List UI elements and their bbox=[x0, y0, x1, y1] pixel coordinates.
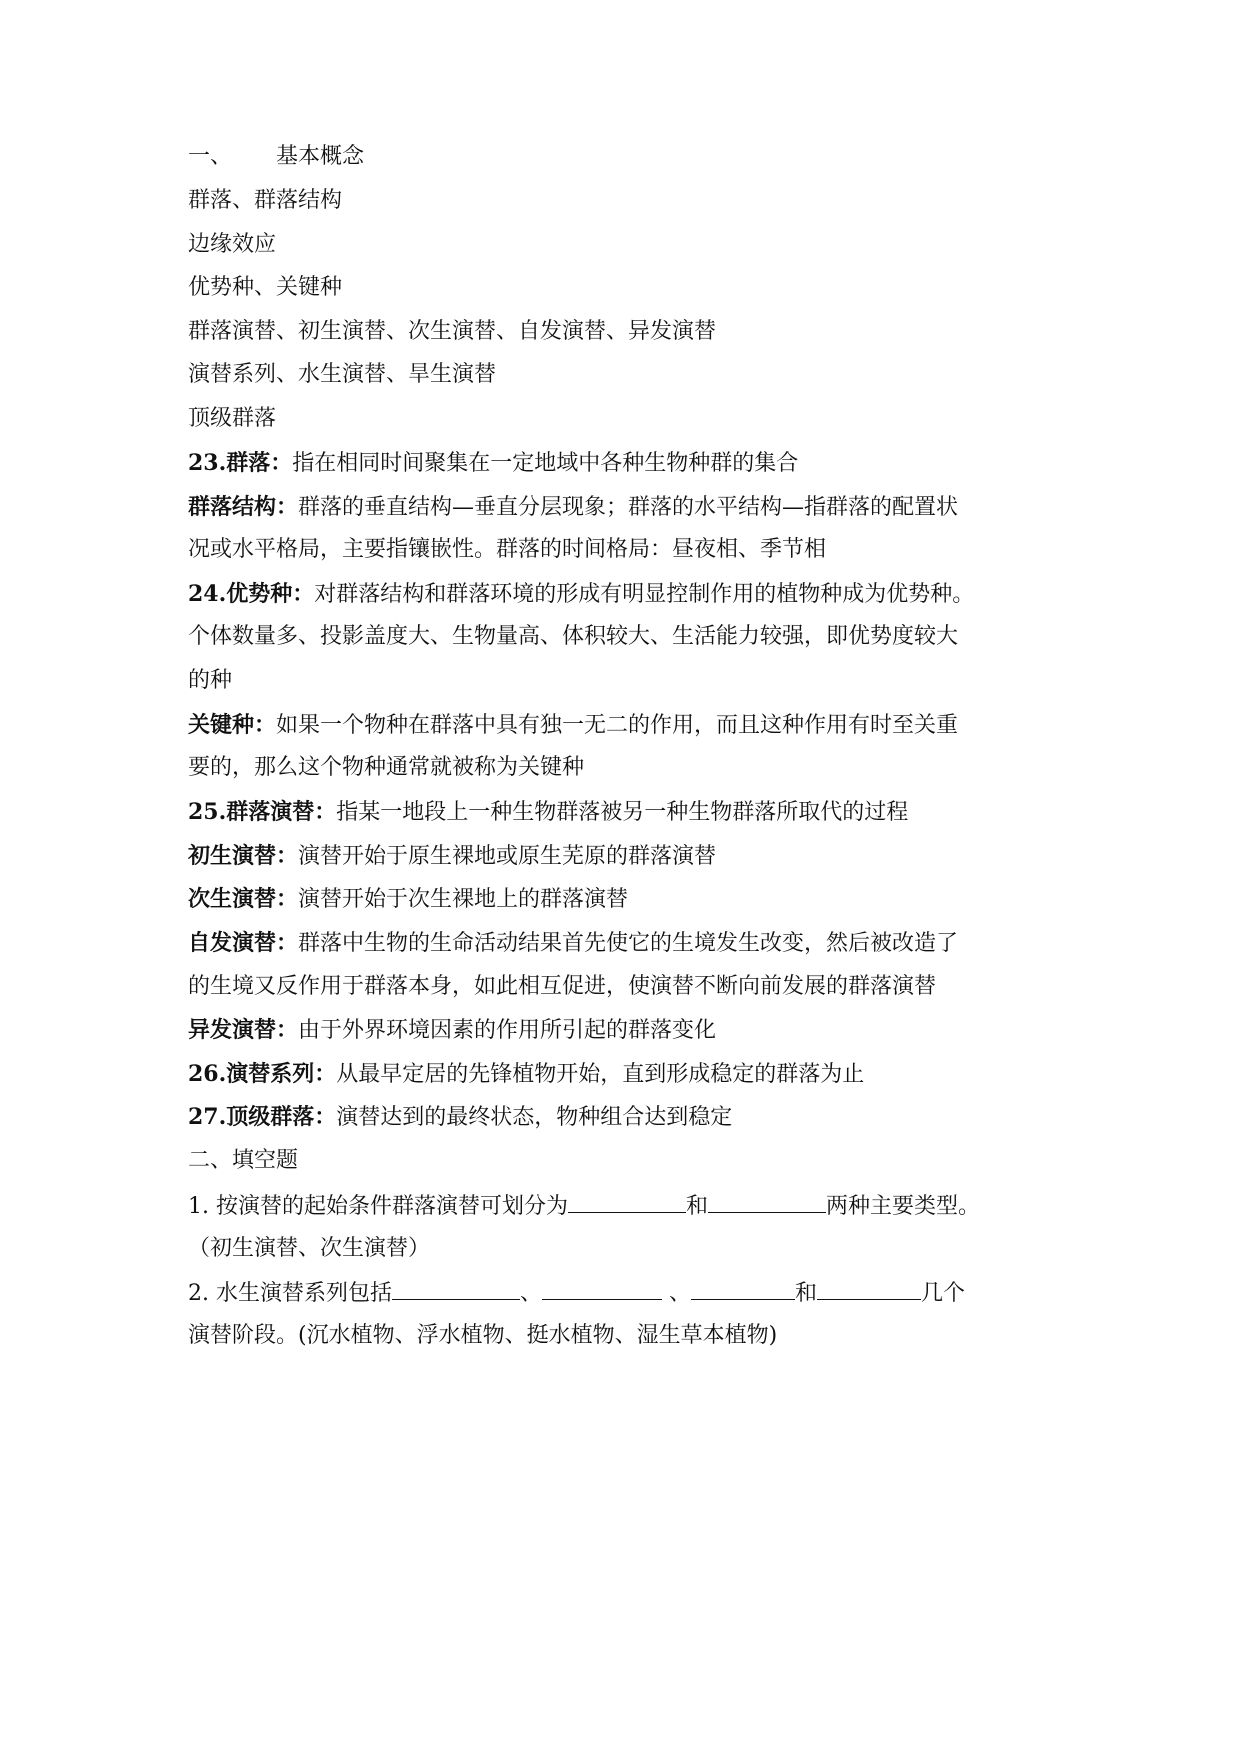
definition-term: 异发演替： bbox=[188, 1017, 299, 1043]
section1-title: 基本概念 bbox=[276, 144, 365, 169]
definition-climax-community bbox=[188, 1102, 1068, 1133]
definition-dominant-species bbox=[188, 579, 1068, 610]
definition-sere bbox=[188, 1059, 1068, 1090]
definition-term: 次生演替： bbox=[188, 886, 299, 912]
definition-text: 对群落结构和群落环境的形成有明显控制作用的植物种成为优势种。 bbox=[314, 582, 975, 607]
section1-heading bbox=[188, 142, 1068, 172]
definition-term: 自发演替： bbox=[188, 930, 299, 956]
definition-autogenic-succession bbox=[188, 928, 1068, 959]
definition-term: 初生演替： bbox=[188, 843, 299, 869]
answer-blank[interactable] bbox=[691, 1277, 795, 1300]
section1-number: 一、 bbox=[188, 144, 233, 169]
concept-item: 优势种、关键种 bbox=[188, 275, 343, 300]
concept-item: 群落演替、初生演替、次生演替、自发演替、异发演替 bbox=[188, 319, 717, 344]
definition-term: 27.顶级群落： bbox=[188, 1104, 337, 1130]
definition-text-continued: 的种 bbox=[188, 668, 233, 693]
question-1 bbox=[188, 1190, 1068, 1222]
definition-primary-succession bbox=[188, 841, 1068, 872]
definition-succession bbox=[188, 797, 1068, 828]
definition-text: 如果一个物种在群落中具有独一无二的作用，而且这种作用有时至关重 bbox=[276, 713, 959, 738]
definition-text: 群落中生物的生命活动结果首先使它的生境发生改变，然后被改造了 bbox=[298, 931, 959, 956]
question-text: 和 bbox=[686, 1194, 709, 1219]
answer-blank[interactable] bbox=[392, 1277, 520, 1300]
question-text: 1. 按演替的起始条件群落演替可划分为 bbox=[188, 1194, 568, 1219]
definition-community bbox=[188, 448, 1068, 479]
definition-text-continued: 个体数量多、投影盖度大、生物量高、体积较大、生活能力较强，即优势度较大 bbox=[188, 624, 959, 649]
question-2 bbox=[188, 1277, 1068, 1309]
definition-term: 23.群落： bbox=[188, 450, 293, 476]
answer-blank[interactable] bbox=[542, 1277, 662, 1300]
question-text: 、 bbox=[662, 1281, 691, 1306]
concept-item: 顶级群落 bbox=[188, 406, 277, 431]
question-1-answer: （初生演替、次生演替） bbox=[188, 1236, 431, 1261]
question-text: 2. 水生演替系列包括 bbox=[188, 1281, 392, 1306]
definition-term: 26.演替系列： bbox=[188, 1061, 337, 1087]
definition-allogenic-succession bbox=[188, 1015, 1068, 1046]
question-2-answer: 演替阶段。(沉水植物、浮水植物、挺水植物、湿生草本植物) bbox=[188, 1323, 778, 1348]
question-text: 两种主要类型。 bbox=[826, 1194, 981, 1219]
section2-heading: 二、填空题 bbox=[188, 1148, 299, 1173]
answer-blank[interactable] bbox=[817, 1277, 921, 1300]
definition-term: 24.优势种： bbox=[188, 581, 315, 607]
definition-text-continued: 况或水平格局，主要指镶嵌性。群落的时间格局：昼夜相、季节相 bbox=[188, 537, 827, 562]
definition-text: 演替开始于原生裸地或原生芜原的群落演替 bbox=[298, 844, 717, 869]
concept-item: 边缘效应 bbox=[188, 232, 277, 257]
definition-term: 关键种： bbox=[188, 712, 277, 738]
definition-term: 群落结构： bbox=[188, 494, 299, 520]
question-text: 几个 bbox=[921, 1281, 966, 1306]
question-text: 、 bbox=[519, 1281, 542, 1306]
definition-text: 指某一地段上一种生物群落被另一种生物群落所取代的过程 bbox=[336, 800, 909, 825]
definition-text-continued: 的生境又反作用于群落本身，如此相互促进，使演替不断向前发展的群落演替 bbox=[188, 974, 937, 999]
definition-community-structure bbox=[188, 492, 1068, 523]
concept-item: 演替系列、水生演替、旱生演替 bbox=[188, 362, 497, 387]
definition-text: 演替达到的最终状态，物种组合达到稳定 bbox=[336, 1105, 733, 1130]
definition-text: 演替开始于次生裸地上的群落演替 bbox=[298, 887, 629, 912]
concept-item: 群落、群落结构 bbox=[188, 188, 343, 213]
definition-text: 指在相同时间聚集在一定地域中各种生物种群的集合 bbox=[292, 451, 799, 476]
definition-text: 由于外界环境因素的作用所引起的群落变化 bbox=[298, 1018, 717, 1043]
definition-term: 25.群落演替： bbox=[188, 799, 337, 825]
definition-secondary-succession bbox=[188, 884, 1068, 915]
definition-text-continued: 要的，那么这个物种通常就被称为关键种 bbox=[188, 755, 585, 780]
question-text: 和 bbox=[795, 1281, 818, 1306]
definition-keystone-species bbox=[188, 710, 1068, 741]
definition-text: 从最早定居的先锋植物开始，直到形成稳定的群落为止 bbox=[336, 1062, 865, 1087]
answer-blank[interactable] bbox=[708, 1190, 826, 1213]
definition-text: 群落的垂直结构—垂直分层现象；群落的水平结构—指群落的配置状 bbox=[298, 495, 959, 520]
answer-blank[interactable] bbox=[568, 1190, 686, 1213]
